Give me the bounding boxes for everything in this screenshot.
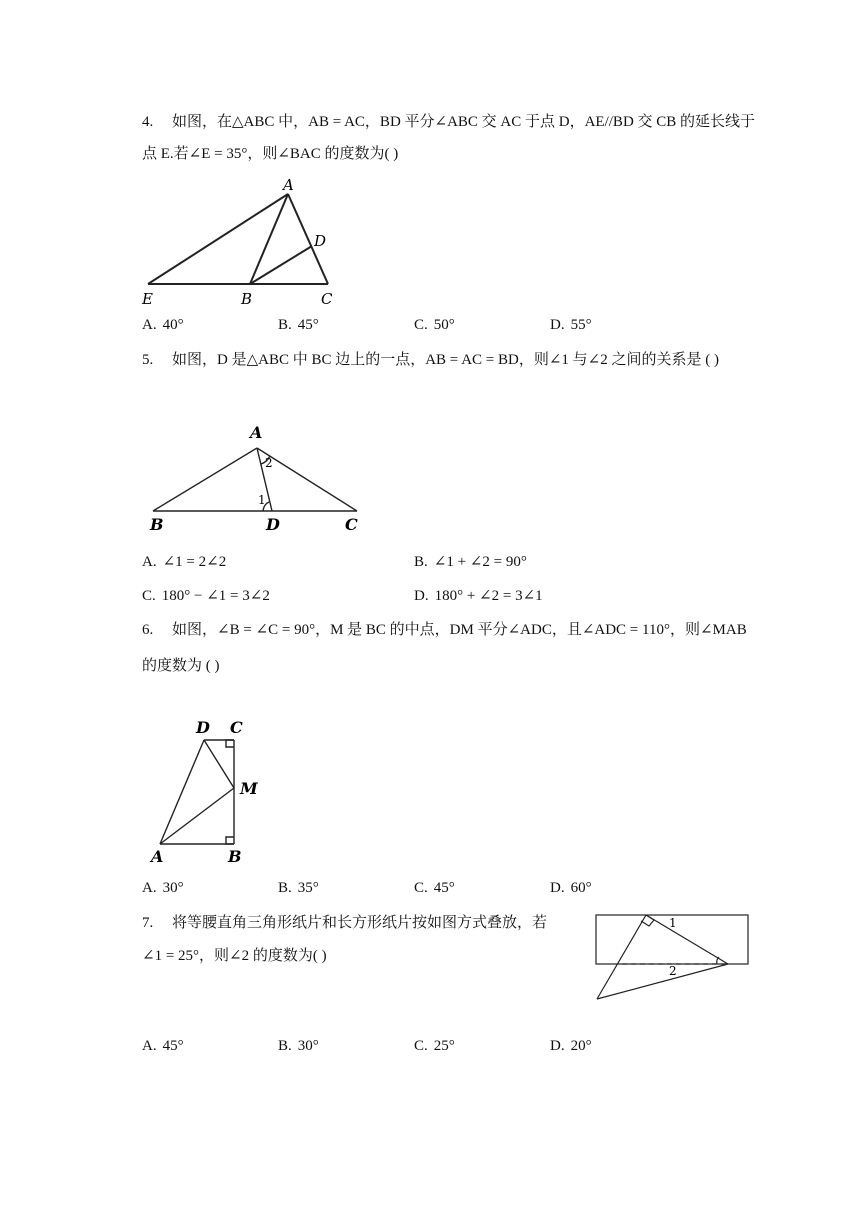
question-6-figure (148, 716, 278, 866)
q6-option-d[interactable] (550, 878, 592, 898)
option-text: ∠1 = 2∠2 (162, 554, 227, 570)
option-text: 35° (297, 880, 319, 896)
option-text: 30° (162, 880, 184, 896)
q6-option-c[interactable] (414, 878, 455, 898)
q4-label-E: E (142, 290, 153, 308)
q7-label-angle2: 2 (669, 964, 677, 978)
option-text: 180° − ∠1 = 3∠2 (161, 588, 270, 604)
q5-option-a[interactable] (142, 552, 226, 572)
q5-label-angle1: 1 (258, 493, 266, 507)
question-6-stem-1: 如图，∠B = ∠C = 90°，M 是 BC 的中点，DM 平分∠ADC，且∠ADC = 110°，则∠MAB (172, 622, 747, 638)
q7-option-a[interactable] (142, 1036, 184, 1056)
question-5-figure (145, 420, 375, 535)
q6-label-B: B (228, 847, 242, 866)
q5-option-d[interactable] (414, 586, 543, 606)
option-label: C. (414, 880, 428, 896)
q4-label-D: D (314, 232, 327, 250)
q5-option-b[interactable] (414, 552, 527, 572)
option-label: B. (278, 1038, 292, 1054)
question-6-line1 (142, 620, 747, 640)
question-4-number: 4. (142, 114, 154, 130)
q5-label-B: B (150, 515, 164, 534)
option-label: A. (142, 317, 157, 333)
q4-label-C: C (321, 290, 333, 308)
option-text: 55° (570, 317, 592, 333)
q4-option-d[interactable] (550, 315, 592, 335)
question-7-stem-1: 将等腰直角三角形纸片和长方形纸片按如图方式叠放，若 (172, 915, 548, 931)
q6-label-C: C (230, 718, 243, 737)
q5-label-angle2: 2 (265, 456, 273, 470)
question-5-line1 (142, 350, 719, 370)
option-label: B. (414, 554, 428, 570)
question-7-number: 7. (142, 915, 154, 931)
option-text: 20° (570, 1038, 592, 1054)
q7-option-b[interactable] (278, 1036, 319, 1056)
question-4-stem-1: 如图，在△ABC 中，AB = AC，BD 平分∠ABC 交 AC 于点 D，AE//BD 交 CB 的延长线于 (172, 114, 756, 130)
option-text: 45° (433, 880, 455, 896)
question-6-stem-2: 的度数为 ( ) (142, 658, 220, 674)
question-7-line1 (142, 913, 547, 933)
option-label: D. (550, 317, 565, 333)
q6-label-D: D (196, 718, 210, 737)
option-text: 45° (297, 317, 319, 333)
option-text: 30° (297, 1038, 319, 1054)
q4-label-B: B (241, 290, 253, 308)
q6-label-M: M (240, 779, 258, 798)
option-label: C. (142, 588, 156, 604)
q5-label-D: D (266, 515, 280, 534)
option-label: B. (278, 317, 292, 333)
q5-option-c[interactable] (142, 586, 270, 606)
option-label: A. (142, 554, 157, 570)
option-label: D. (550, 1038, 565, 1054)
option-text: 60° (570, 880, 592, 896)
q6-label-A: A (151, 847, 164, 866)
question-7-stem-2: ∠1 = 25°，则∠2 的度数为( ) (142, 948, 327, 964)
option-label: B. (278, 880, 292, 896)
q7-label-angle1: 1 (669, 916, 677, 930)
q4-option-c[interactable] (414, 315, 455, 335)
option-label: C. (414, 1038, 428, 1054)
question-4-stem-2: 点 E.若∠E = 35°，则∠BAC 的度数为( ) (142, 146, 399, 162)
q4-option-b[interactable] (278, 315, 319, 335)
q6-option-b[interactable] (278, 878, 319, 898)
option-text: 25° (433, 1038, 455, 1054)
question-4-line1 (142, 112, 755, 132)
q7-option-d[interactable] (550, 1036, 592, 1056)
question-4-line2 (142, 144, 398, 164)
option-label: A. (142, 880, 157, 896)
question-5-stem-1: 如图，D 是△ABC 中 BC 边上的一点，AB = AC = BD，则∠1 与∠2 之间的关系是 ( ) (172, 352, 719, 368)
q6-option-a[interactable] (142, 878, 184, 898)
option-label: A. (142, 1038, 157, 1054)
q4-option-a[interactable] (142, 315, 184, 335)
option-label: D. (550, 880, 565, 896)
q5-label-C: C (345, 515, 358, 534)
question-6-number: 6. (142, 622, 154, 638)
option-text: ∠1 + ∠2 = 90° (433, 554, 527, 570)
option-text: 45° (162, 1038, 184, 1054)
option-label: D. (414, 588, 429, 604)
question-5-number: 5. (142, 352, 154, 368)
option-label: C. (414, 317, 428, 333)
option-text: 50° (433, 317, 455, 333)
q7-option-c[interactable] (414, 1036, 455, 1056)
q4-label-A: A (283, 176, 294, 194)
question-7-line2 (142, 946, 327, 966)
q5-label-A: A (250, 423, 263, 442)
option-text: 180° + ∠2 = 3∠1 (434, 588, 543, 604)
question-7-figure (592, 912, 752, 1004)
option-text: 40° (162, 317, 184, 333)
question-6-line2 (142, 656, 220, 676)
question-4-figure (140, 176, 340, 306)
